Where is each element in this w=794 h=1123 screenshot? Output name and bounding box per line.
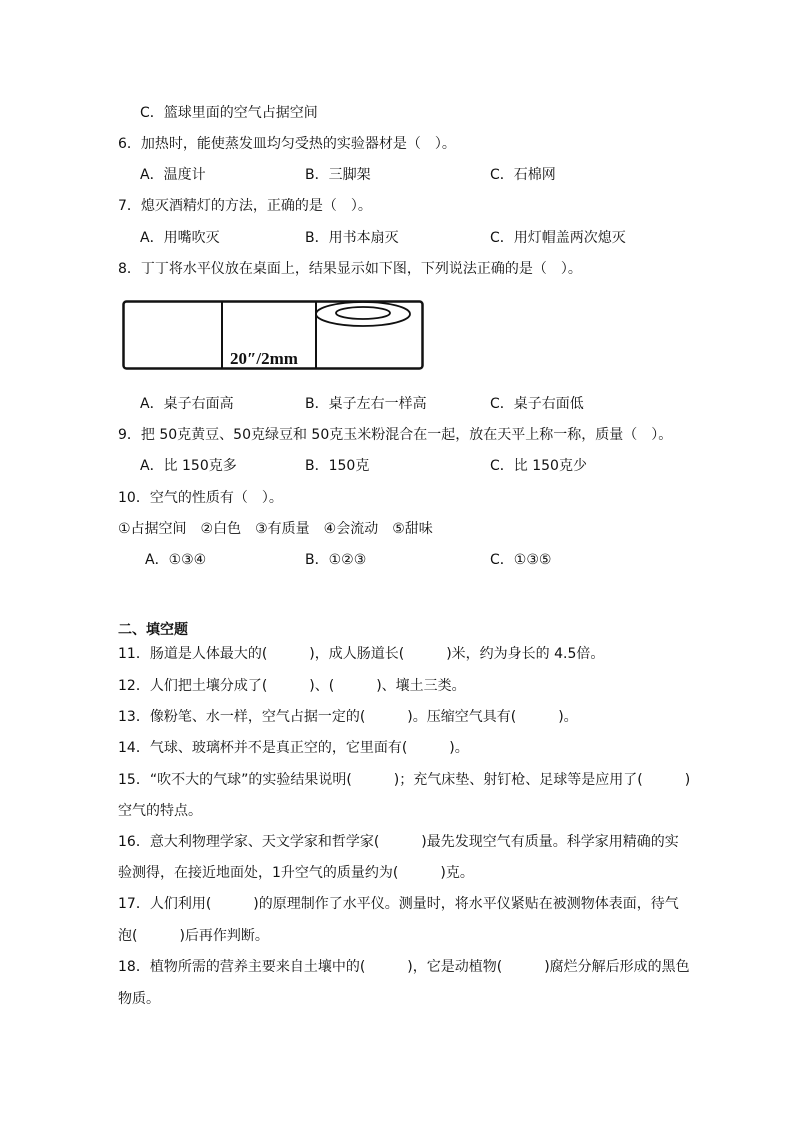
question-11: 11．肠道是人体最大的( )，成人肠道长( )米，约为身长的 4.5倍。 (118, 646, 605, 662)
option-8c: C．桌子右面低 (490, 396, 584, 412)
question-10-items: ①占据空间 ②白色 ③有质量 ④会流动 ⑤甜味 (118, 521, 433, 537)
question-17-line-1: 17．人们利用( )的原理制作了水平仪。测量时，将水平仪紧贴在被测物体表面，待气 (118, 896, 679, 912)
question-15-line-2: 空气的特点。 (118, 803, 202, 819)
bubble-outer (316, 302, 410, 326)
question-8: 8．丁丁将水平仪放在桌面上，结果显示如下图，下列说法正确的是（ ）。 (118, 261, 582, 277)
question-18-line-2: 物质。 (118, 991, 160, 1007)
question-12: 12．人们把土壤分成了( )、( )、壤土三类。 (118, 678, 466, 694)
option-10b: B．①②③ (305, 552, 367, 568)
option-6a: A．温度计 (140, 167, 206, 183)
option-6b: B．三脚架 (305, 167, 371, 183)
question-15-line-1: 15．“吹不大的气球”的实验结果说明( )；充气床垫、射钉枪、足球等是应用了( ) (118, 772, 691, 788)
level-instrument-figure (122, 300, 424, 370)
question-17-line-2: 泡( )后再作判断。 (118, 928, 269, 944)
option-6c: C．石棉网 (490, 167, 556, 183)
option-8b: B．桌子左右一样高 (305, 396, 427, 412)
option-9c: C．比 150克少 (490, 458, 587, 474)
option-7b: B．用书本扇灭 (305, 230, 399, 246)
bubble-inner (336, 307, 390, 319)
question-10: 10．空气的性质有（ ）。 (118, 490, 283, 506)
option-9b: B．150克 (305, 458, 370, 474)
level-scale-label: 20″/2mm (230, 349, 298, 368)
question-14: 14．气球、玻璃杯并不是真正空的，它里面有( )。 (118, 740, 469, 756)
option-9a: A．比 150克多 (140, 458, 237, 474)
question-6: 6．加热时，能使蒸发皿均匀受热的实验器材是（ ）。 (118, 136, 456, 152)
option-8a: A．桌子右面高 (140, 396, 234, 412)
option-7c: C．用灯帽盖两次熄灭 (490, 230, 626, 246)
question-16-line-1: 16．意大利物理学家、天文学家和哲学家( )最先发现空气有质量。科学家用精确的实 (118, 834, 679, 850)
option-10a: A．①③④ (145, 552, 207, 568)
section-2-heading: 二、填空题 (118, 622, 188, 638)
question-9: 9．把 50克黄豆、50克绿豆和 50克玉米粉混合在一起，放在天平上称一称，质量（ ）。 (118, 427, 673, 443)
question-18-line-1: 18．植物所需的营养主要来自土壤中的( )，它是动植物( )腐烂分解后形成的黑色 (118, 959, 690, 975)
question-13: 13．像粉笔、水一样，空气占据一定的( )。压缩空气具有( )。 (118, 709, 578, 725)
question-16-line-2: 验测得，在接近地面处，1升空气的质量约为( )克。 (118, 865, 474, 881)
question-7: 7．熄灭酒精灯的方法，正确的是（ ）。 (118, 198, 372, 214)
option-7a: A．用嘴吹灭 (140, 230, 220, 246)
option-5c: C．篮球里面的空气占据空间 (140, 105, 318, 121)
option-10c: C．①③⑤ (490, 552, 552, 568)
